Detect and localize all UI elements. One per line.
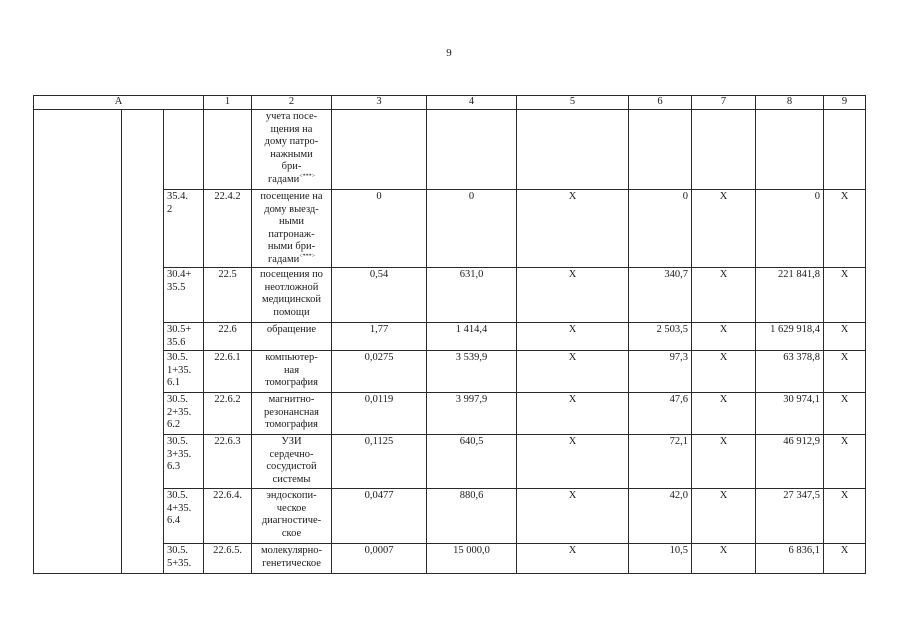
value-col-4: 3 539,9: [427, 351, 517, 393]
row-code: 30.5. 3+35. 6.3: [164, 435, 204, 489]
value-col-8: 221 841,8: [756, 268, 824, 323]
header-cell: 1: [204, 96, 252, 110]
value-col-9: [824, 110, 866, 190]
value-col-4: 0: [427, 190, 517, 268]
row-code: [164, 110, 204, 190]
row-description: УЗИ сердечно- сосудистой системы: [252, 435, 332, 489]
header-cell: 9: [824, 96, 866, 110]
value-col-8: 63 378,8: [756, 351, 824, 393]
page-number: 9: [446, 47, 452, 59]
empty-cell: [34, 110, 122, 574]
value-col-5: X: [517, 268, 629, 323]
footnote-mark: <***>: [299, 173, 315, 179]
header-cell: 7: [692, 96, 756, 110]
value-col-6: 0: [629, 190, 692, 268]
row-subcode: 22.6.5.: [204, 544, 252, 574]
value-col-7: X: [692, 323, 756, 351]
value-col-7: X: [692, 435, 756, 489]
value-col-8: [756, 110, 824, 190]
tariff-table: [33, 95, 866, 574]
value-col-7: X: [692, 268, 756, 323]
value-col-5: X: [517, 489, 629, 544]
value-col-6: 10,5: [629, 544, 692, 574]
value-col-3: 1,77: [332, 323, 427, 351]
value-col-8: 27 347,5: [756, 489, 824, 544]
header-cell: 2: [252, 96, 332, 110]
empty-cell: [122, 110, 164, 574]
header-cell: 6: [629, 96, 692, 110]
value-col-7: X: [692, 190, 756, 268]
value-col-7: X: [692, 393, 756, 435]
value-col-9: X: [824, 544, 866, 574]
row-subcode: 22.5: [204, 268, 252, 323]
value-col-4: 3 997,9: [427, 393, 517, 435]
value-col-4: 880,6: [427, 489, 517, 544]
value-col-9: X: [824, 351, 866, 393]
value-col-6: 2 503,5: [629, 323, 692, 351]
row-subcode: 22.6: [204, 323, 252, 351]
value-col-3: 0,0275: [332, 351, 427, 393]
value-col-3: 0,0477: [332, 489, 427, 544]
value-col-4: 640,5: [427, 435, 517, 489]
row-subcode: 22.6.2: [204, 393, 252, 435]
value-col-3: 0: [332, 190, 427, 268]
value-col-6: 42,0: [629, 489, 692, 544]
value-col-5: X: [517, 393, 629, 435]
value-col-4: 15 000,0: [427, 544, 517, 574]
row-subcode: [204, 110, 252, 190]
value-col-6: 72,1: [629, 435, 692, 489]
row-description: учета посе- щения на дому патро- нажными бри- гадами<***>: [252, 110, 332, 190]
value-col-6: [629, 110, 692, 190]
header-cell: 8: [756, 96, 824, 110]
value-col-8: 6 836,1: [756, 544, 824, 574]
table-row: [34, 110, 866, 190]
row-code: 30.5. 4+35. 6.4: [164, 489, 204, 544]
row-code: 30.5+ 35.6: [164, 323, 204, 351]
header-cell: 4: [427, 96, 517, 110]
row-subcode: 22.6.1: [204, 351, 252, 393]
footnote-mark: <***>: [299, 253, 315, 259]
value-col-8: 0: [756, 190, 824, 268]
row-description: посещение на дому выезд- ными патронаж- ными бри- гадами<***>: [252, 190, 332, 268]
row-code: 30.5. 5+35.: [164, 544, 204, 574]
value-col-4: 1 414,4: [427, 323, 517, 351]
header-cell: 3: [332, 96, 427, 110]
value-col-8: 46 912,9: [756, 435, 824, 489]
value-col-6: 97,3: [629, 351, 692, 393]
value-col-3: 0,54: [332, 268, 427, 323]
value-col-4: [427, 110, 517, 190]
value-col-8: 30 974,1: [756, 393, 824, 435]
value-col-5: X: [517, 435, 629, 489]
row-description: магнитно- резонансная томография: [252, 393, 332, 435]
row-description: компьютер- ная томография: [252, 351, 332, 393]
value-col-3: 0,0007: [332, 544, 427, 574]
value-col-6: 47,6: [629, 393, 692, 435]
value-col-8: 1 629 918,4: [756, 323, 824, 351]
row-code: 35.4. 2: [164, 190, 204, 268]
value-col-5: [517, 110, 629, 190]
value-col-9: X: [824, 190, 866, 268]
value-col-7: X: [692, 489, 756, 544]
value-col-9: X: [824, 323, 866, 351]
value-col-7: X: [692, 351, 756, 393]
row-subcode: 22.6.4.: [204, 489, 252, 544]
value-col-7: X: [692, 544, 756, 574]
header-cell: A: [34, 96, 204, 110]
value-col-6: 340,7: [629, 268, 692, 323]
row-code: 30.5. 1+35. 6.1: [164, 351, 204, 393]
value-col-3: 0,1125: [332, 435, 427, 489]
value-col-5: X: [517, 544, 629, 574]
row-code: 30.4+ 35.5: [164, 268, 204, 323]
header-cell: 5: [517, 96, 629, 110]
row-subcode: 22.6.3: [204, 435, 252, 489]
row-description: обращение: [252, 323, 332, 351]
value-col-3: 0,0119: [332, 393, 427, 435]
row-description: молекулярно- генетическое: [252, 544, 332, 574]
value-col-9: X: [824, 393, 866, 435]
value-col-5: X: [517, 190, 629, 268]
value-col-9: X: [824, 268, 866, 323]
value-col-4: 631,0: [427, 268, 517, 323]
value-col-9: X: [824, 489, 866, 544]
value-col-5: X: [517, 351, 629, 393]
value-col-9: X: [824, 435, 866, 489]
header-row: [34, 96, 866, 110]
row-subcode: 22.4.2: [204, 190, 252, 268]
value-col-5: X: [517, 323, 629, 351]
value-col-3: [332, 110, 427, 190]
row-description: эндоскопи- ческое диагностиче- ское: [252, 489, 332, 544]
value-col-7: [692, 110, 756, 190]
row-description: посещения по неотложной медицинской помощи: [252, 268, 332, 323]
row-code: 30.5. 2+35. 6.2: [164, 393, 204, 435]
